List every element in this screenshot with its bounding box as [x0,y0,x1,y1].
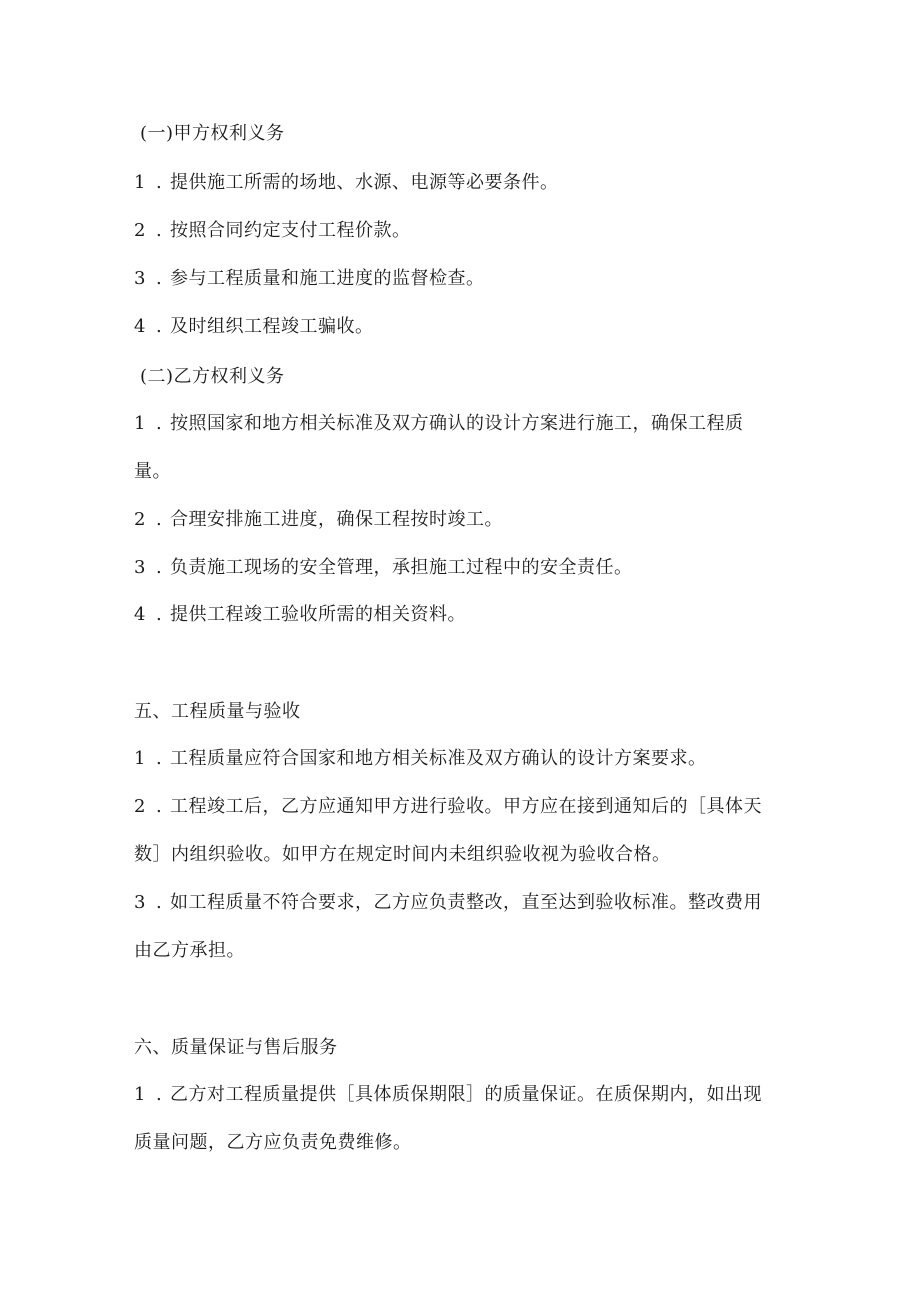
item-text: 提供工程竣工验收所需的相关资料。 [170,604,466,625]
section-6-item-1: 1 . 乙方对工程质量提供［具体质保期限］的质量保证。在质保期内，如出现 [134,1084,762,1105]
section-a-item-1: 1 . 提供施工所需的场地、水源、电源等必要条件。 [134,172,559,193]
section-b-heading: (二)乙方权利义务 [140,366,285,387]
section-a-item-2: 2 . 按照合同约定支付工程价款。 [134,220,411,241]
item-text: 及时组织工程竣工骗收。 [170,316,374,337]
section-6-heading: 六、质量保证与售后服务 [134,1037,338,1058]
item-text: 合理安排施工进度，确保工程按时竣工。 [170,509,503,530]
item-number: 1 [134,748,146,769]
item-number: 3 [134,268,146,289]
item-text: 乙方对工程质量提供［具体质保期限］的质量保证。在质保期内，如出现 [170,1084,762,1105]
item-text: 如工程质量不符合要求，乙方应负责整改，直至达到验收标准。整改费用 [170,892,762,913]
section-b-item-4: 4 . 提供工程竣工验收所需的相关资料。 [134,604,466,625]
section-a-item-4: 4 . 及时组织工程竣工骗收。 [134,316,374,337]
section-6-item-1-continuation: 质量问题，乙方应负责免费维修。 [134,1132,412,1153]
section-5-item-2: 2 . 工程竣工后，乙方应通知甲方进行验收。甲方应在接到通知后的［具体天 [134,796,762,817]
item-number: 1 [134,172,146,193]
item-number: 3 [134,892,146,913]
section-5-item-1: 1 . 工程质量应符合国家和地方相关标准及双方确认的设计方案要求。 [134,748,707,769]
item-number: 4 [134,316,146,337]
section-b-item-3: 3 . 负责施工现场的安全管理，承担施工过程中的安全责任。 [134,557,633,578]
item-number: 2 [134,220,146,241]
section-5-item-3-continuation: 由乙方承担。 [134,940,245,961]
item-text: 工程质量应符合国家和地方相关标准及双方确认的设计方案要求。 [170,748,707,769]
item-text: 参与工程质量和施工进度的监督检查。 [170,268,485,289]
item-number: 1 [134,413,146,434]
section-b-item-1: 1 . 按照国家和地方相关标准及双方确认的设计方案进行施工，确保工程质 [134,413,744,434]
section-b-item-1-continuation: 量。 [134,461,171,482]
item-number: 2 [134,796,146,817]
item-number: 1 [134,1084,146,1105]
section-a-heading: (一)甲方权利义务 [140,123,285,144]
section-a-item-3: 3 . 参与工程质量和施工进度的监督检查。 [134,268,485,289]
item-number: 2 [134,509,146,530]
item-number: 4 [134,604,146,625]
item-text: 工程竣工后，乙方应通知甲方进行验收。甲方应在接到通知后的［具体天 [170,796,762,817]
item-number: 3 [134,557,146,578]
section-5-item-3: 3 . 如工程质量不符合要求，乙方应负责整改，直至达到验收标准。整改费用 [134,892,762,913]
section-5-item-2-continuation: 数］内组织验收。如甲方在规定时间内未组织验收视为验收合格。 [134,844,671,865]
item-text: 按照国家和地方相关标准及双方确认的设计方案进行施工，确保工程质 [170,413,744,434]
section-5-heading: 五、工程质量与验收 [134,701,301,722]
item-text: 提供施工所需的场地、水源、电源等必要条件。 [170,172,559,193]
item-text: 按照合同约定支付工程价款。 [170,220,411,241]
section-b-item-2: 2 . 合理安排施工进度，确保工程按时竣工。 [134,509,503,530]
item-text: 负责施工现场的安全管理，承担施工过程中的安全责任。 [170,557,633,578]
